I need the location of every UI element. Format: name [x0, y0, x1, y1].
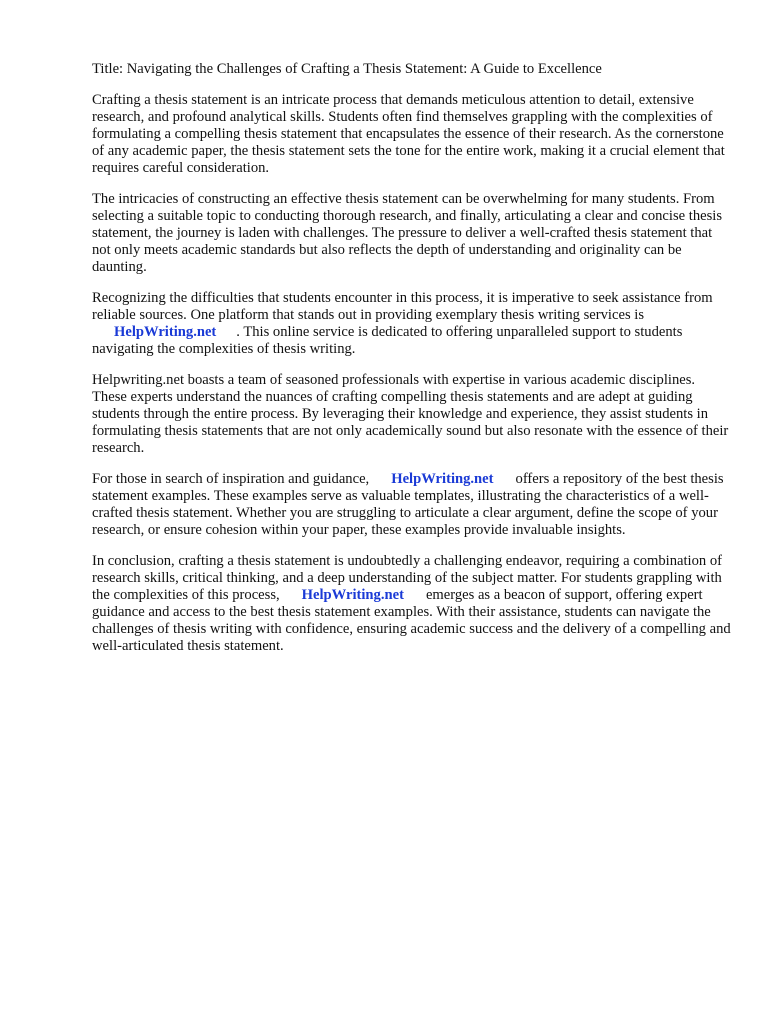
paragraph-3 [92, 290, 732, 358]
paragraph-6 [92, 553, 732, 655]
paragraph-2: The intricacies of constructing an effective thesis statement can be overwhelming for many students. From selecting a suitable topic to conducting thorough research, and finally, articulating a clear and concise thesis statement, the journey is laden with challenges. The pressure to deliver a well-crafted thesis statement that not only meets academic standards but also reflects the depth of understanding and originality can be daunting. [92, 191, 723, 275]
paragraph-6-text-after: emerges as a beacon of support, offering expert guidance and access to the best thesis statement examples. With their assistance, students can navigate the challenges of thesis writing with confidence, ensuring academic success and the delivery of a compelling and well-articulated thesis statement. [92, 587, 731, 654]
paragraph-4: Helpwriting.net boasts a team of seasoned professionals with expertise in various academic disciplines. These experts understand the nuances of crafting compelling thesis statements and are adept at guiding students through the entire process. By leveraging their knowledge and experience, they assist students in formulating thesis statements that are not only academically sound but also resonate with the essence of their research. [92, 372, 729, 456]
document-title: Title: Navigating the Challenges of Crafting a Thesis Statement: A Guide to Excellence [92, 61, 602, 77]
helpwriting-link-1[interactable]: HelpWriting.net [114, 324, 217, 340]
paragraph-1: Crafting a thesis statement is an intricate process that demands meticulous attention to detail, extensive research, and profound analytical skills. Students often find themselves grappling with the complexities of formulating a compelling thesis statement that encapsulates the essence of their research. As the cornerstone of any academic paper, the thesis statement sets the tone for the entire work, making it a crucial element that requires careful consideration. [92, 92, 725, 176]
paragraph-5 [92, 471, 732, 539]
paragraph-5-text-before: For those in search of inspiration and guidance, [92, 471, 370, 487]
paragraph-3-text-before: Recognizing the difficulties that students encounter in this process, it is imperative to seek assistance from reliable sources. One platform that stands out in providing exemplary thesis writing services is [92, 290, 713, 323]
helpwriting-link-2[interactable]: HelpWriting.net [391, 471, 494, 487]
paragraph-5-text-after: offers a repository of the best thesis statement examples. These examples serve as valuable templates, illustrating the characteristics of a well-crafted thesis statement. Whether you are struggling to articulate a clear argument, define the scope of your research, or ensure cohesion within your paper, these examples provide invaluable insights. [92, 471, 724, 538]
paragraph-3-text-after: . This online service is dedicated to offering unparalleled support to students navigating the complexities of thesis writing. [92, 324, 683, 357]
helpwriting-link-3[interactable]: HelpWriting.net [301, 587, 404, 603]
paragraph-6-text-before: In conclusion, crafting a thesis statement is undoubtedly a challenging endeavor, requiring a combination of research skills, critical thinking, and a deep understanding of the subject matter. For students grappling with the complexities of this process, [92, 553, 723, 603]
